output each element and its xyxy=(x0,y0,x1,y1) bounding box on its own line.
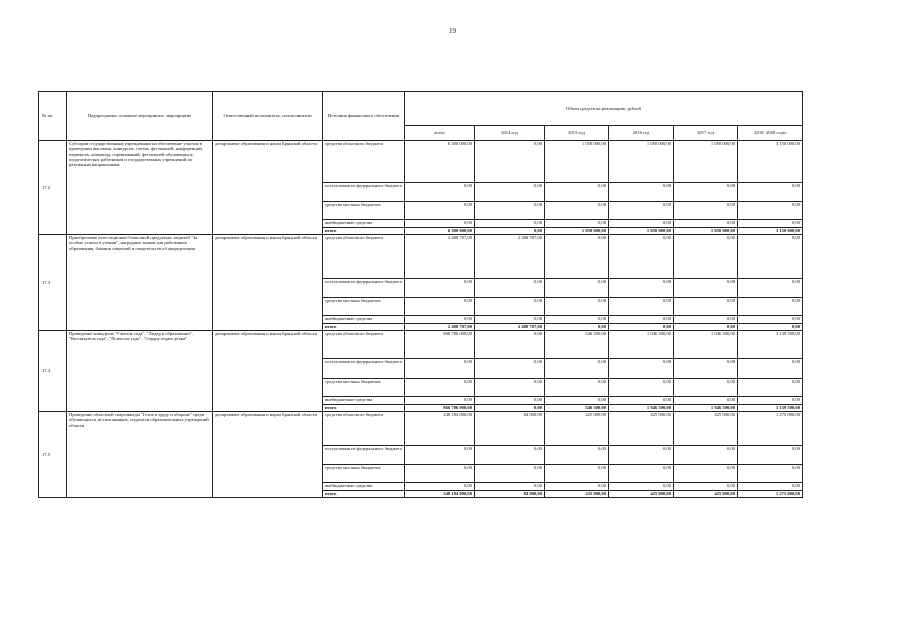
amount-cell: 0,00 xyxy=(475,141,545,183)
funding-source: внебюджетные средства xyxy=(323,397,405,405)
header-year: всего xyxy=(405,126,475,141)
amount-cell: 0,00 xyxy=(475,183,545,202)
amount-cell: 225 000,00 xyxy=(545,412,609,446)
amount-cell: 84 000,00 xyxy=(475,412,545,446)
amount-cell: 0,00 xyxy=(674,483,738,491)
amount-cell: 2 488 787,00 xyxy=(405,235,475,279)
amount-cell: 0,00 xyxy=(475,405,545,412)
item-executor: департамент образования и науки Брянской области xyxy=(213,235,323,331)
amount-cell: 0,00 xyxy=(545,183,609,202)
table-row xyxy=(39,235,803,279)
amount-cell: 0,00 xyxy=(674,279,738,298)
amount-cell: 0,00 xyxy=(475,279,545,298)
funding-source: итого xyxy=(323,324,405,331)
amount-cell: 1 275 000,00 xyxy=(738,412,803,446)
funding-source: итого xyxy=(323,491,405,498)
funding-source: поступления из федерального бюджета xyxy=(323,446,405,465)
amount-cell: 0,00 xyxy=(738,324,803,331)
amount-cell: 1 050 000,00 xyxy=(545,228,609,235)
amount-cell: 0,00 xyxy=(405,483,475,491)
amount-cell: 0,00 xyxy=(738,202,803,220)
amount-cell: 0,00 xyxy=(475,483,545,491)
amount-cell: 0,00 xyxy=(405,316,475,324)
amount-cell: 0,00 xyxy=(475,359,545,379)
amount-cell: 0,00 xyxy=(545,324,609,331)
header-year: 2014 год xyxy=(475,126,545,141)
amount-cell: 225 000,00 xyxy=(545,491,609,498)
amount-cell: 0,00 xyxy=(405,279,475,298)
funding-source: итого xyxy=(323,405,405,412)
amount-cell: 1 046 500,00 xyxy=(674,405,738,412)
amount-cell: 0,00 xyxy=(545,202,609,220)
amount-cell: 0,00 xyxy=(475,446,545,465)
item-name: Проведение конкурсов "Учитель года", "Лидер в образовании", "Воспитатель года", "Психолог года", "Сердце отдаю детям" xyxy=(67,331,213,412)
amount-cell: 866 786 000,00 xyxy=(405,331,475,359)
amount-cell: 0,00 xyxy=(545,298,609,316)
amount-cell: 1 050 000,00 xyxy=(674,141,738,183)
amount-cell: 0,00 xyxy=(738,446,803,465)
amount-cell: 546 500,00 xyxy=(545,405,609,412)
funding-source: средства местных бюджетов xyxy=(323,465,405,483)
amount-cell: 0,00 xyxy=(609,483,674,491)
amount-cell: 0,00 xyxy=(545,446,609,465)
amount-cell: 0,00 xyxy=(609,397,674,405)
amount-cell: 0,00 xyxy=(674,183,738,202)
funding-source: итого xyxy=(323,228,405,235)
amount-cell: 0,00 xyxy=(545,483,609,491)
amount-cell: 0,00 xyxy=(405,298,475,316)
amount-cell: 0,00 xyxy=(475,465,545,483)
amount-cell: 0,00 xyxy=(738,359,803,379)
amount-cell: 0,00 xyxy=(609,359,674,379)
amount-cell: 0,00 xyxy=(475,331,545,359)
amount-cell: 1 050 000,00 xyxy=(609,141,674,183)
amount-cell: 0,00 xyxy=(405,359,475,379)
amount-cell: 546 500,00 xyxy=(545,331,609,359)
funding-source: средства областного бюджета xyxy=(323,235,405,279)
amount-cell: 0,00 xyxy=(545,235,609,279)
amount-cell: 0,00 xyxy=(475,220,545,228)
amount-cell: 0,00 xyxy=(545,220,609,228)
amount-cell: 0,00 xyxy=(609,379,674,397)
amount-cell: 1 050 000,00 xyxy=(545,141,609,183)
amount-cell: 0,00 xyxy=(674,235,738,279)
table-row xyxy=(39,412,803,446)
amount-cell: 0,00 xyxy=(674,316,738,324)
amount-cell: 425 000,00 xyxy=(609,412,674,446)
amount-cell: 0,00 xyxy=(609,202,674,220)
header-name: Подпрограмма, основное мероприятие, мероприятие xyxy=(67,92,213,141)
amount-cell: 0,00 xyxy=(405,397,475,405)
amount-cell: 0,00 xyxy=(738,397,803,405)
header-executor: Ответственный исполнитель, соисполнители xyxy=(213,92,323,141)
amount-cell: 0,00 xyxy=(738,316,803,324)
amount-cell: 0,00 xyxy=(609,220,674,228)
amount-cell: 0,00 xyxy=(405,183,475,202)
item-number: 17.2 xyxy=(39,141,67,235)
amount-cell: 0,00 xyxy=(674,324,738,331)
amount-cell: 0,00 xyxy=(738,298,803,316)
amount-cell: 0,00 xyxy=(674,446,738,465)
amount-cell: 0,00 xyxy=(674,359,738,379)
amount-cell: 425 000,00 xyxy=(674,412,738,446)
amount-cell: 0,00 xyxy=(674,202,738,220)
amount-cell: 1 046 500,00 xyxy=(609,331,674,359)
amount-cell: 0,00 xyxy=(738,183,803,202)
header-volume: Объем средств на реализацию, рублей xyxy=(405,92,803,126)
amount-cell: 0,00 xyxy=(738,379,803,397)
amount-cell: 1 046 500,00 xyxy=(674,331,738,359)
funding-source: средства областного бюджета xyxy=(323,331,405,359)
item-executor: департамент образования и науки Брянской области xyxy=(213,412,323,498)
amount-cell: 0,00 xyxy=(609,279,674,298)
amount-cell: 2 488 787,00 xyxy=(475,324,545,331)
amount-cell: 84 000,00 xyxy=(475,491,545,498)
amount-cell: 0,00 xyxy=(674,298,738,316)
amount-cell: 1 275 000,00 xyxy=(738,491,803,498)
page-number: 19 xyxy=(449,27,456,35)
funding-source: средства местных бюджетов xyxy=(323,202,405,220)
table-row xyxy=(39,141,803,183)
amount-cell: 2 488 787,00 xyxy=(405,324,475,331)
funding-source: внебюджетные средства xyxy=(323,316,405,324)
amount-cell: 0,00 xyxy=(405,446,475,465)
item-name: Проведение областной спартакиады "Готов к труду и обороне" среди обучающихся, воспитанников, студентов образовательных учреждений области xyxy=(67,412,213,498)
item-name: Субсидии государственным учреждениям на обеспечение участия в проведении выставок, конкурсов, слетов, фестивалей, конференций, первенств, олимпиад, соревнований, фестивалей обучающихся, педагогических работников и государственных учреждений по различным направлениям xyxy=(67,141,213,235)
funding-source: средства областного бюджета xyxy=(323,412,405,446)
amount-cell: 0,00 xyxy=(674,465,738,483)
amount-cell: 248 184 000,00 xyxy=(405,491,475,498)
amount-cell: 3 150 000,00 xyxy=(738,228,803,235)
amount-cell: 0,00 xyxy=(674,220,738,228)
item-number: 17.4 xyxy=(39,331,67,412)
amount-cell: 0,00 xyxy=(738,220,803,228)
funding-source: внебюджетные средства xyxy=(323,220,405,228)
amount-cell: 0,00 xyxy=(545,279,609,298)
amount-cell: 0,00 xyxy=(609,316,674,324)
amount-cell: 0,00 xyxy=(609,298,674,316)
amount-cell: 0,00 xyxy=(405,220,475,228)
amount-cell: 0,00 xyxy=(545,465,609,483)
amount-cell: 0,00 xyxy=(609,235,674,279)
amount-cell: 248 184 000,00 xyxy=(405,412,475,446)
amount-cell: 0,00 xyxy=(545,379,609,397)
amount-cell: 3 150 000,00 xyxy=(738,141,803,183)
funding-source: средства областного бюджета xyxy=(323,141,405,183)
amount-cell: 0,00 xyxy=(738,235,803,279)
funding-source: поступления из федерального бюджета xyxy=(323,183,405,202)
amount-cell: 425 000,00 xyxy=(609,491,674,498)
amount-cell: 6 300 000,00 xyxy=(405,141,475,183)
amount-cell: 0,00 xyxy=(475,228,545,235)
amount-cell: 1 050 000,00 xyxy=(674,228,738,235)
header-year: 2015 год xyxy=(545,126,609,141)
amount-cell: 3 139 500,00 xyxy=(738,331,803,359)
amount-cell: 0,00 xyxy=(545,316,609,324)
amount-cell: 3 139 500,00 xyxy=(738,405,803,412)
item-number: 17.3 xyxy=(39,235,67,331)
amount-cell: 2 488 787,00 xyxy=(475,235,545,279)
funding-source: внебюджетные средства xyxy=(323,483,405,491)
header-year: 2017 год xyxy=(674,126,738,141)
amount-cell: 0,00 xyxy=(674,397,738,405)
amount-cell: 1 046 500,00 xyxy=(609,405,674,412)
funding-source: средства местных бюджетов xyxy=(323,298,405,316)
amount-cell: 0,00 xyxy=(475,397,545,405)
amount-cell: 0,00 xyxy=(475,316,545,324)
amount-cell: 6 300 000,00 xyxy=(405,228,475,235)
item-number: 17.5 xyxy=(39,412,67,498)
item-executor: департамент образования и науки Брянской области xyxy=(213,331,323,412)
amount-cell: 0,00 xyxy=(609,324,674,331)
header-no: № пп xyxy=(39,92,67,141)
budget-table xyxy=(38,91,803,498)
amount-cell: 0,00 xyxy=(405,465,475,483)
amount-cell: 0,00 xyxy=(738,465,803,483)
amount-cell: 0,00 xyxy=(545,397,609,405)
amount-cell: 0,00 xyxy=(475,379,545,397)
funding-source: поступления из федерального бюджета xyxy=(323,279,405,298)
amount-cell: 0,00 xyxy=(738,483,803,491)
amount-cell: 0,00 xyxy=(609,446,674,465)
table-row xyxy=(39,331,803,359)
item-executor: департамент образования и науки Брянской области xyxy=(213,141,323,235)
amount-cell: 0,00 xyxy=(475,202,545,220)
amount-cell: 0,00 xyxy=(405,379,475,397)
amount-cell: 425 000,00 xyxy=(674,491,738,498)
amount-cell: 0,00 xyxy=(674,379,738,397)
header-source: Источник финансового обеспечения xyxy=(323,92,405,141)
amount-cell: 1 050 000,00 xyxy=(609,228,674,235)
amount-cell: 866 786 000,00 xyxy=(405,405,475,412)
header-year: 2016 год xyxy=(609,126,674,141)
header-row xyxy=(39,92,803,126)
amount-cell: 0,00 xyxy=(609,465,674,483)
header-year: 2018 -2020 годы xyxy=(738,126,803,141)
amount-cell: 0,00 xyxy=(545,359,609,379)
funding-source: средства местных бюджетов xyxy=(323,379,405,397)
amount-cell: 0,00 xyxy=(738,279,803,298)
amount-cell: 0,00 xyxy=(609,183,674,202)
amount-cell: 0,00 xyxy=(475,298,545,316)
amount-cell: 0,00 xyxy=(405,202,475,220)
funding-source: поступления из федерального бюджета xyxy=(323,359,405,379)
item-name: Приобретение аттестационно-бланочной продукции, медалей "За особые успехи в учении", нагрудных знаков для работников образования, бланков лицензий и свидетельств об аккредитации xyxy=(67,235,213,331)
